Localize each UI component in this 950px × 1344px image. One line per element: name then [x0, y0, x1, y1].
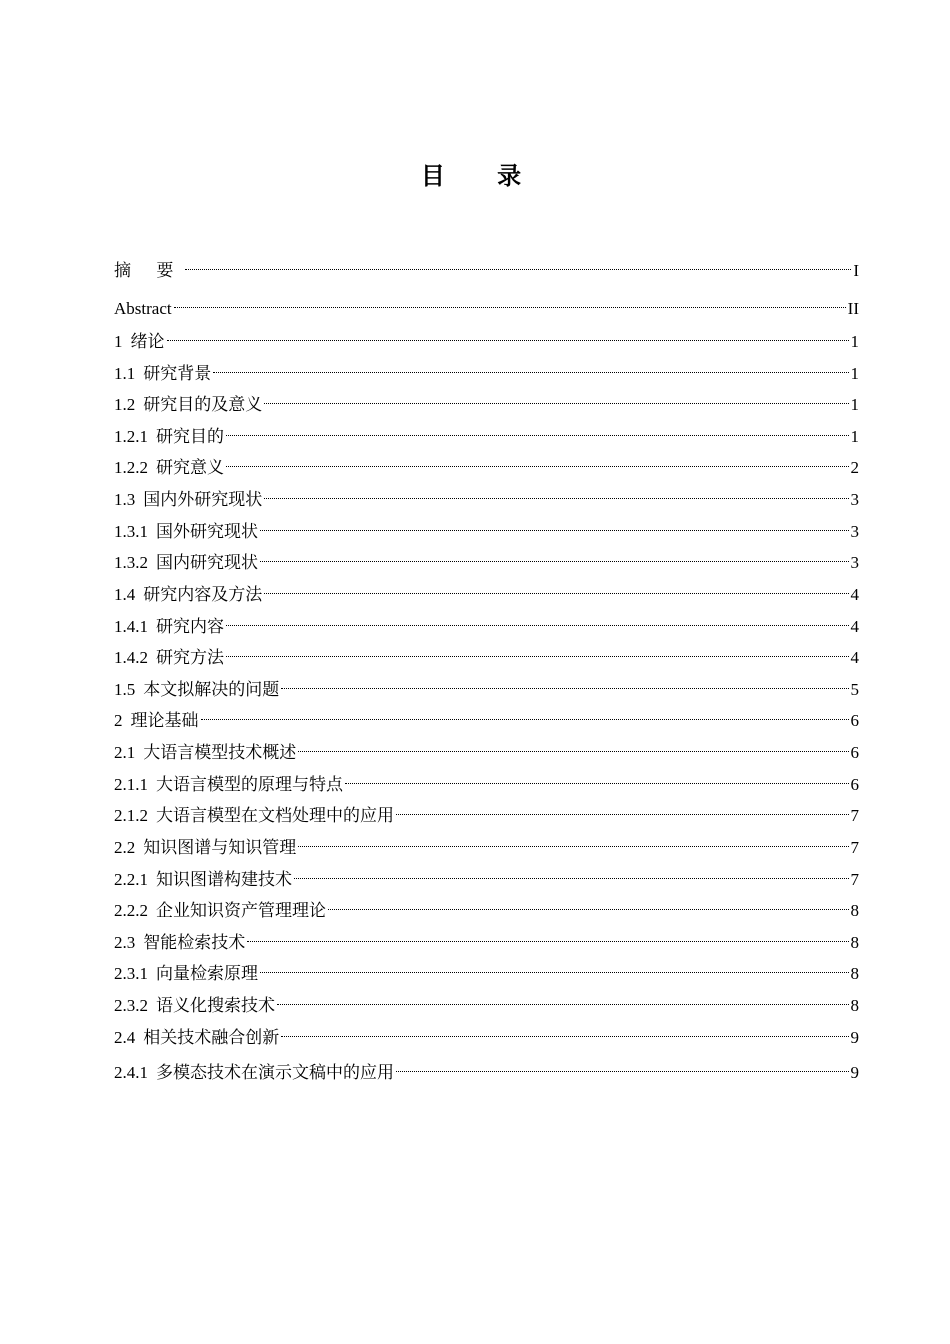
toc-entry-title: 研究方法: [156, 648, 224, 668]
toc-entry[interactable]: [114, 252, 859, 281]
toc-page-number: 6: [850, 711, 859, 730]
toc-section-number: 2.2: [114, 838, 136, 857]
toc-page-number: 5: [850, 680, 859, 699]
dot-leader: [167, 323, 849, 347]
dot-leader: [396, 1054, 849, 1078]
toc-entry[interactable]: [114, 323, 859, 352]
toc-page-number: I: [853, 261, 859, 280]
toc-entry[interactable]: [114, 290, 859, 318]
dot-leader: [294, 861, 849, 885]
toc-section-number: 2.1.2: [114, 806, 148, 825]
toc-page-number: 9: [850, 1063, 859, 1082]
toc-entry-title: 向量检索原理: [156, 964, 258, 984]
dot-leader: [226, 449, 849, 473]
toc-entry-title: 研究内容及方法: [143, 585, 263, 605]
toc-entry[interactable]: [114, 987, 859, 1016]
toc-page-number: 8: [850, 933, 859, 952]
dot-leader: [260, 544, 849, 568]
dot-leader: [396, 797, 849, 821]
toc-entry[interactable]: [114, 955, 859, 984]
toc-page-number: 3: [850, 553, 859, 572]
toc-entry[interactable]: [114, 386, 859, 415]
toc-entry[interactable]: [114, 766, 859, 795]
toc-entry[interactable]: [114, 829, 859, 858]
dot-leader: [277, 987, 849, 1011]
dot-leader: [281, 1019, 848, 1043]
toc-section-number: 2.3.1: [114, 964, 148, 983]
toc-entry-title: 本文拟解决的问题: [143, 680, 280, 700]
toc-entry[interactable]: [114, 797, 859, 826]
toc-entry-title: 语义化搜索技术: [156, 996, 275, 1016]
toc-entry-title: 知识图谱与知识管理: [143, 838, 297, 858]
toc-section-number: 1: [114, 332, 123, 351]
toc-page-number: 4: [850, 648, 859, 667]
dot-leader: [298, 829, 848, 853]
toc-entry-title: 研究意义: [156, 458, 224, 478]
toc-section-number: 2.3: [114, 933, 136, 952]
toc-entry[interactable]: [114, 544, 859, 573]
toc-section-number: 2: [114, 711, 123, 730]
toc-section-number: 1.1: [114, 364, 136, 383]
toc-page-number: 1: [850, 395, 859, 414]
toc-page-number: 7: [850, 806, 859, 825]
toc-section-number: 2.2.2: [114, 901, 148, 920]
toc-entry[interactable]: [114, 702, 859, 731]
toc-page-number: 6: [850, 743, 859, 762]
toc-page-number: 3: [850, 490, 859, 509]
dot-leader: [328, 892, 849, 916]
dot-leader: [264, 576, 848, 600]
toc-section-number: 2.2.1: [114, 870, 148, 889]
dot-leader: [201, 702, 849, 726]
toc-entry-title: 国内研究现状: [156, 553, 258, 573]
toc-section-number: 1.2.1: [114, 427, 148, 446]
dot-leader: [226, 639, 849, 663]
toc-entry-title: 国内外研究现状: [143, 490, 263, 510]
toc-page-number: 6: [850, 775, 859, 794]
toc-entry-title: 国外研究现状: [156, 522, 258, 542]
toc-entry-title: 大语言模型的原理与特点: [156, 775, 343, 795]
toc-section-number: 2.4.1: [114, 1063, 148, 1082]
toc-page-number: 1: [850, 427, 859, 446]
toc-section-number: 1.4.2: [114, 648, 148, 667]
toc-entry[interactable]: [114, 1054, 859, 1083]
toc-entry[interactable]: [114, 1019, 859, 1048]
toc-entry-title: 相关技术融合创新: [143, 1028, 280, 1048]
dot-leader: [264, 481, 848, 505]
toc-page-number: 7: [850, 838, 859, 857]
toc-entry[interactable]: [114, 481, 859, 510]
toc-entry-title: 摘 要: [114, 261, 184, 281]
toc-page-number: 8: [850, 996, 859, 1015]
toc-section-number: 2.4: [114, 1028, 136, 1047]
toc-section-number: 1.5: [114, 680, 136, 699]
toc-entry-title: 知识图谱构建技术: [156, 870, 292, 890]
toc-entry-title: 研究目的: [156, 427, 224, 447]
toc-entry[interactable]: [114, 924, 859, 953]
toc-page-number: 9: [850, 1028, 859, 1047]
dot-leader: [260, 955, 849, 979]
toc-entry[interactable]: [114, 639, 859, 668]
toc-entry[interactable]: [114, 608, 859, 637]
toc-entry[interactable]: [114, 449, 859, 478]
toc-entry[interactable]: [114, 671, 859, 700]
toc-page-number: 4: [850, 617, 859, 636]
toc-page-number: 3: [850, 522, 859, 541]
toc-page-number: 7: [850, 870, 859, 889]
dot-leader: [226, 608, 849, 632]
dot-leader: [226, 418, 849, 442]
dot-leader: [247, 924, 848, 948]
toc-entry[interactable]: [114, 734, 859, 763]
dot-leader: [281, 671, 848, 695]
toc-entry[interactable]: [114, 513, 859, 542]
toc-page-number: 8: [850, 964, 859, 983]
toc-section-number: 1.3.2: [114, 553, 148, 572]
dot-leader: [213, 355, 848, 379]
toc-entry-title: 研究目的及意义: [143, 395, 263, 415]
toc-entry-title: 企业知识资产管理理论: [156, 901, 326, 921]
toc-entry[interactable]: [114, 892, 859, 921]
dot-leader: [345, 766, 849, 790]
toc-entry-title: 多模态技术在演示文稿中的应用: [156, 1063, 394, 1083]
toc-page-number: 8: [850, 901, 859, 920]
dot-leader: [264, 386, 848, 410]
dot-leader: [185, 252, 851, 276]
toc-entry[interactable]: [114, 418, 859, 447]
toc-section-number: 1.2.2: [114, 458, 148, 477]
toc-entry-title: 大语言模型技术概述: [143, 743, 297, 763]
toc-section-number: 1.3: [114, 490, 136, 509]
dot-leader: [298, 734, 848, 758]
toc-section-number: 1.3.1: [114, 522, 148, 541]
toc-entry-title: 绪论: [130, 332, 165, 352]
toc-entry[interactable]: [114, 576, 859, 605]
toc-section-number: 1.2: [114, 395, 136, 414]
toc-page-number: 4: [850, 585, 859, 604]
toc-section-number: 2.3.2: [114, 996, 148, 1015]
toc-section-number: 1.4: [114, 585, 136, 604]
toc-entry-title: 智能检索技术: [143, 933, 246, 953]
toc-page-number: 1: [850, 332, 859, 351]
toc-section-number: 2.1.1: [114, 775, 148, 794]
toc-page-number: 1: [850, 364, 859, 383]
toc-entry[interactable]: [114, 861, 859, 890]
page-title: 目 录: [420, 162, 544, 190]
dot-leader: [174, 290, 846, 314]
toc-section-number: 2.1: [114, 743, 136, 762]
dot-leader: [260, 513, 849, 537]
toc-entry[interactable]: [114, 355, 859, 384]
toc-page-number: II: [847, 299, 859, 318]
toc-entry-title: 研究背景: [143, 364, 212, 384]
toc-page-number: 2: [850, 458, 859, 477]
toc-entry-title: 大语言模型在文档处理中的应用: [156, 806, 394, 826]
toc-section-number: 1.4.1: [114, 617, 148, 636]
toc-entry-title: 理论基础: [130, 711, 199, 731]
toc-entry-title: Abstract: [114, 299, 172, 318]
toc-entry-title: 研究内容: [156, 617, 224, 637]
